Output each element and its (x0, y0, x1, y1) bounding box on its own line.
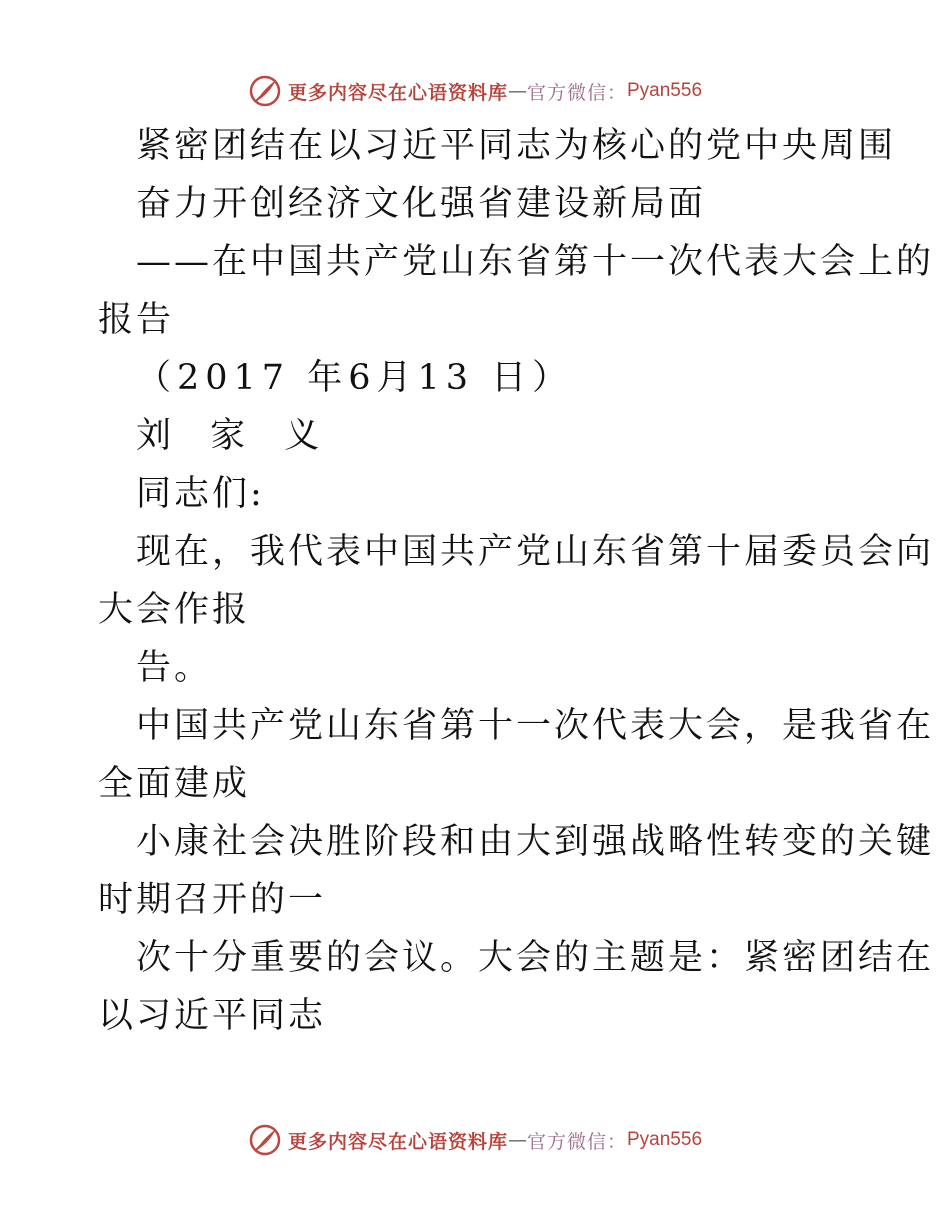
paragraph-line: 现在，我代表中国共产党山东省第十届委员会向 (136, 532, 935, 572)
subtitle-line-2: 报告 (98, 300, 175, 340)
paragraph-line: 以习近平同志 (98, 996, 327, 1036)
title-line-1: 紧密团结在以习近平同志为核心的党中央周围 (136, 126, 897, 166)
banner-main-text: 更多内容尽在心语资料库 (287, 81, 508, 104)
header-banner (0, 71, 950, 111)
paragraph-line: 次十分重要的会议。大会的主题是：紧密团结在 (136, 938, 935, 978)
salutation: 同志们: (136, 474, 265, 514)
document-body (98, 117, 935, 1045)
paragraph-line: 全面建成 (98, 764, 251, 804)
paragraph-line: 时期召开的一 (98, 880, 327, 920)
banner-dash: — (507, 80, 527, 102)
banner-wechat-id: Pyan556 (627, 80, 703, 101)
quill-logo-icon (248, 74, 282, 108)
banner-wechat-id: Pyan556 (627, 1129, 703, 1150)
banner-official-text: 官方微信： (526, 81, 627, 104)
banner-main-text: 更多内容尽在心语资料库 (287, 1130, 508, 1153)
report-date: （2017 年6月13 日） (136, 358, 574, 398)
banner-official-text: 官方微信： (526, 1130, 627, 1153)
paragraph-line: 小康社会决胜阶段和由大到强战略性转变的关键 (136, 822, 935, 862)
paragraph-line: 告。 (136, 648, 213, 688)
quill-logo-icon (248, 1123, 282, 1157)
paragraph-line: 中国共产党山东省第十一次代表大会，是我省在 (136, 706, 935, 746)
paragraph-line: 大会作报 (98, 590, 251, 630)
report-author: 刘 家 义 (136, 416, 334, 456)
title-line-2: 奋力开创经济文化强省建设新局面 (136, 184, 707, 224)
banner-dash: — (507, 1129, 527, 1151)
subtitle-line-1: ——在中国共产党山东省第十一次代表大会上的 (136, 242, 935, 282)
footer-banner (0, 1120, 950, 1160)
